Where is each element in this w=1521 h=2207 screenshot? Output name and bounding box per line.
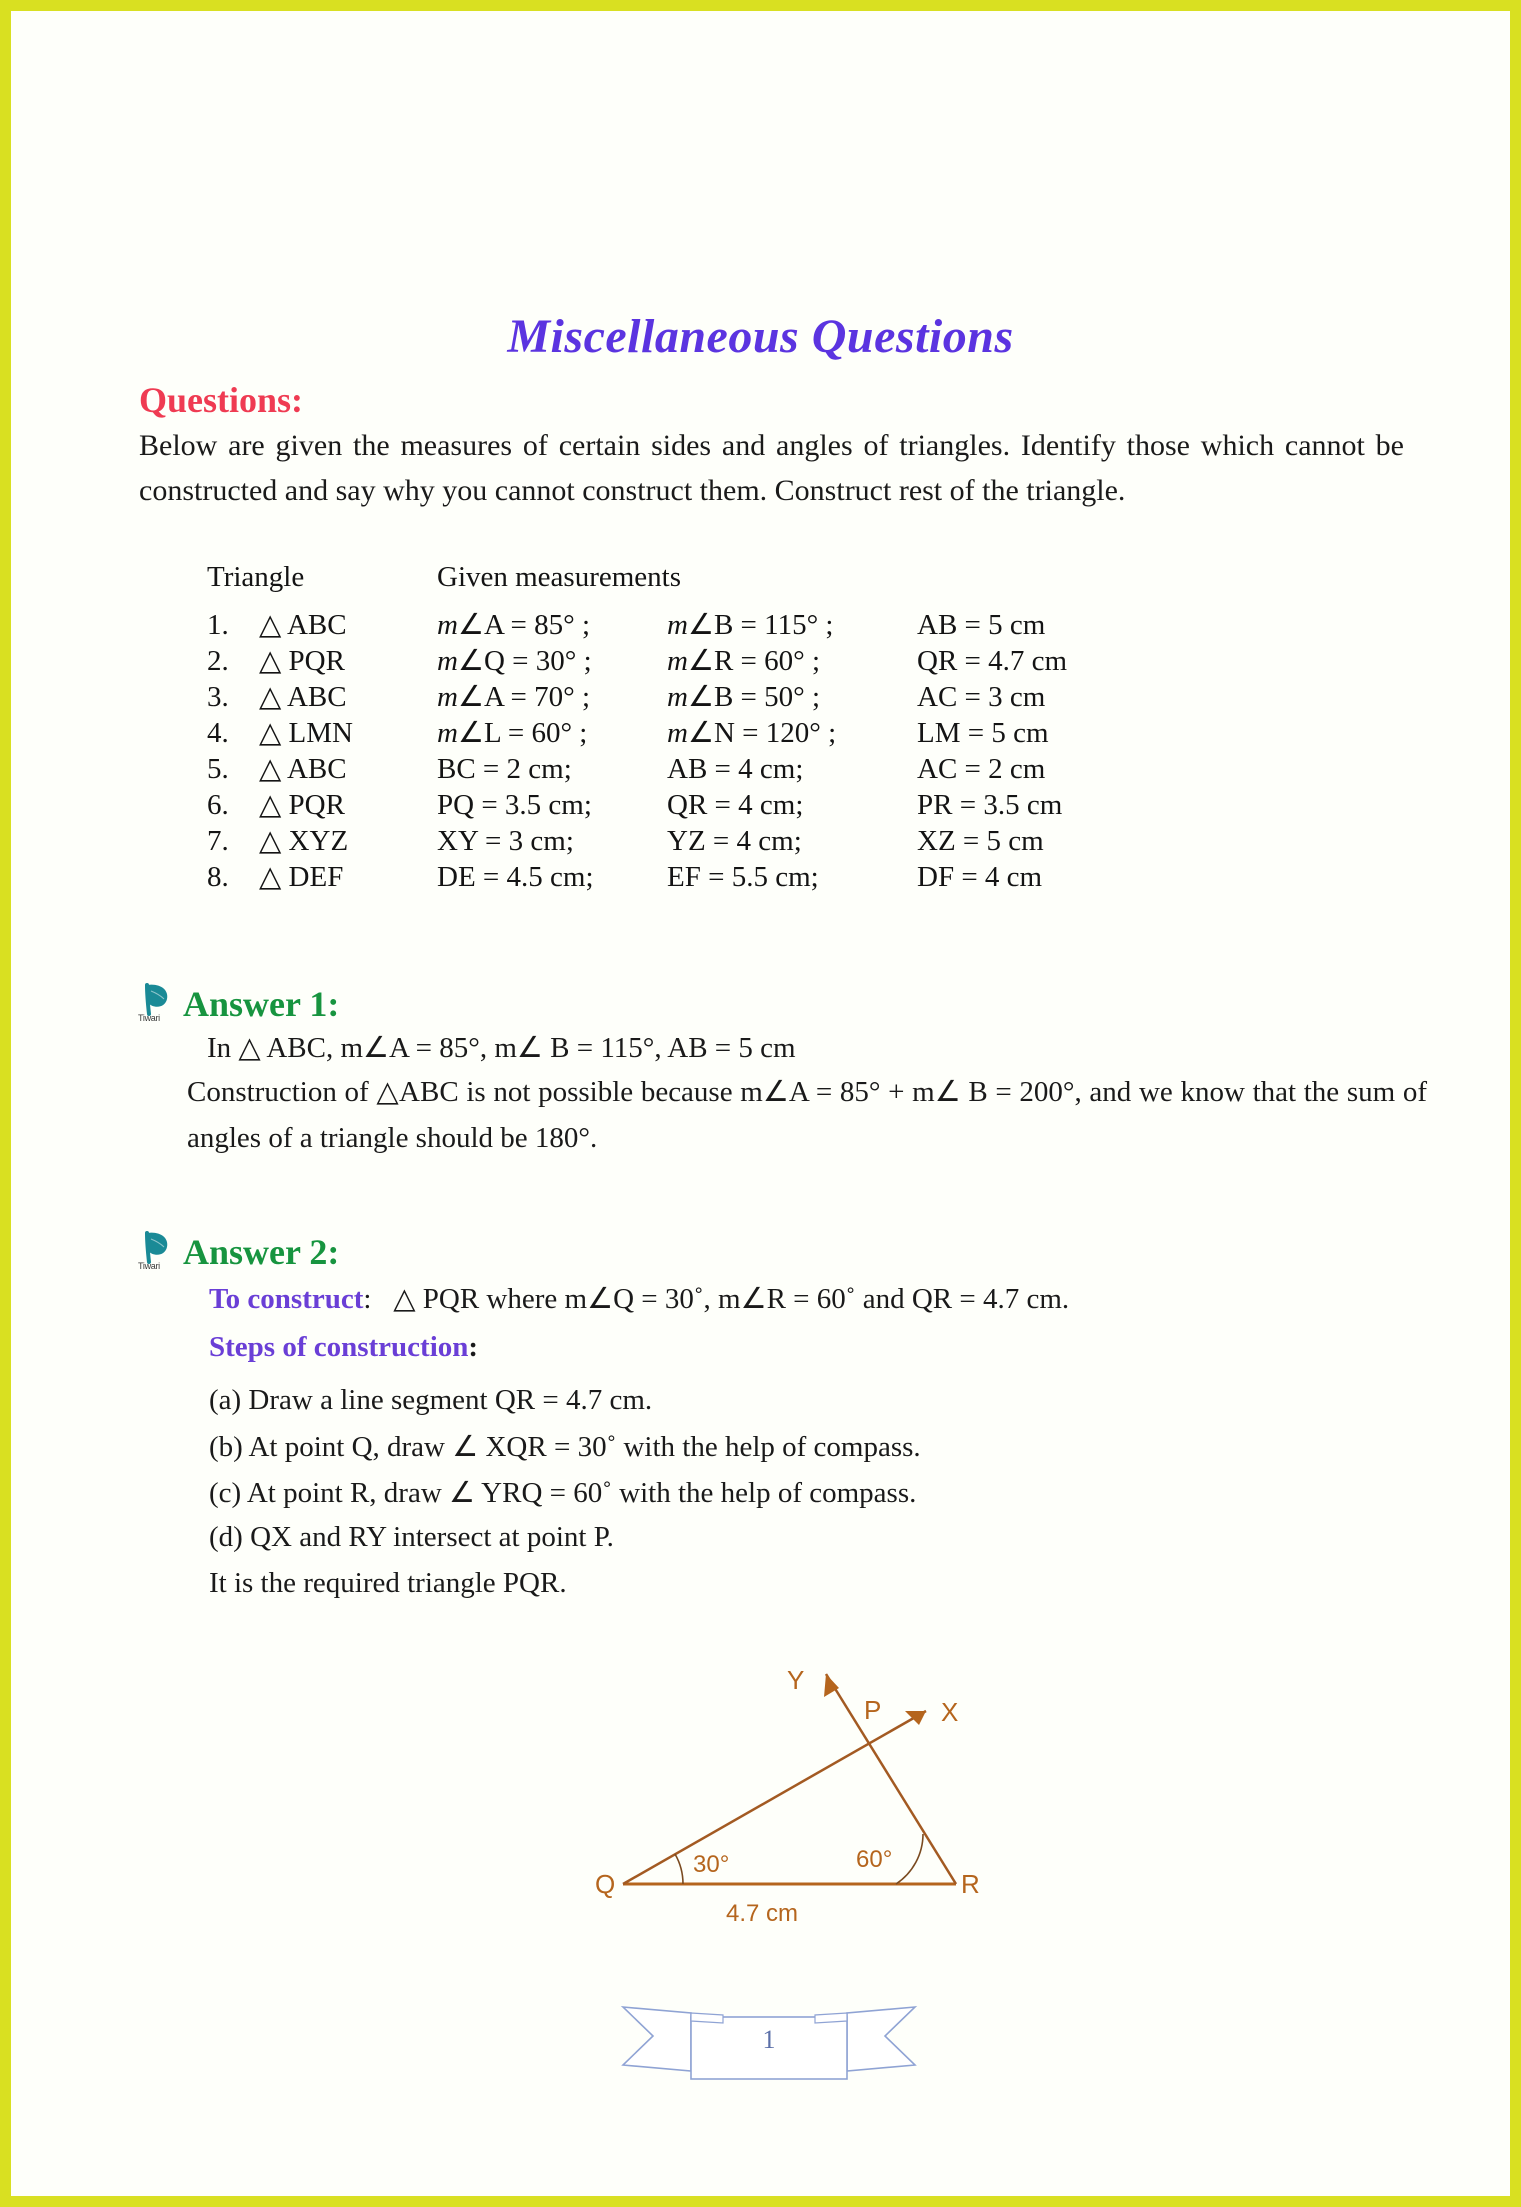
table-header bbox=[207, 559, 1407, 607]
steps-label: Steps of construction bbox=[209, 1331, 469, 1363]
steps-of-construction-heading bbox=[209, 1331, 478, 1364]
label-P: P bbox=[864, 1695, 882, 1725]
measure-var: m bbox=[667, 645, 688, 677]
row-measure-3: AB = 5 cm bbox=[917, 609, 1046, 641]
row-measure-1 bbox=[437, 751, 667, 787]
row-measure-3: QR = 4.7 cm bbox=[917, 645, 1068, 677]
row-number: 6. bbox=[207, 789, 229, 821]
row-triangle: △ DEF bbox=[259, 861, 344, 893]
logo-text: Tiwari bbox=[138, 1261, 160, 1271]
measure-text: ∠B = 115° ; bbox=[687, 609, 834, 641]
measure-text: EF = 5.5 cm; bbox=[667, 861, 819, 893]
steps-colon: : bbox=[468, 1331, 479, 1363]
measure-var: m bbox=[437, 717, 458, 749]
row-measure-3: LM = 5 cm bbox=[917, 717, 1049, 749]
column-header-given-measurements: Given measurements bbox=[437, 561, 682, 593]
measure-var: m bbox=[437, 645, 458, 677]
row-measure-2 bbox=[667, 607, 917, 643]
measure-text: ∠L = 60° ; bbox=[457, 717, 588, 749]
label-X: X bbox=[941, 1697, 959, 1727]
row-measure-1 bbox=[437, 715, 667, 751]
row-triangle: △ ABC bbox=[259, 681, 347, 713]
table-row bbox=[207, 643, 1407, 679]
to-construct-text: △ PQR where m∠Q = 30˚, m∠R = 60˚ and QR = 4.7 cm. bbox=[393, 1283, 1070, 1315]
answer-1-label: Answer 1: bbox=[183, 984, 340, 1024]
row-measure-2 bbox=[667, 787, 917, 823]
to-construct-colon: : bbox=[363, 1283, 394, 1315]
row-measure-3: AC = 2 cm bbox=[917, 753, 1046, 785]
table-row bbox=[207, 751, 1407, 787]
row-triangle: △ ABC bbox=[259, 609, 347, 641]
label-angle-q: 30° bbox=[693, 1851, 730, 1878]
row-measure-3: PR = 3.5 cm bbox=[917, 789, 1063, 821]
to-construct-line bbox=[209, 1281, 1069, 1316]
label-Q: Q bbox=[595, 1869, 616, 1899]
row-number: 8. bbox=[207, 861, 229, 893]
table-row bbox=[207, 859, 1407, 895]
measure-text: YZ = 4 cm; bbox=[667, 825, 802, 857]
row-measure-2 bbox=[667, 859, 917, 895]
row-number: 5. bbox=[207, 753, 229, 785]
table-row bbox=[207, 787, 1407, 823]
row-triangle: △ LMN bbox=[259, 717, 353, 749]
leaf-icon bbox=[137, 981, 177, 1023]
label-base-length: 4.7 cm bbox=[726, 1900, 799, 1927]
table-row bbox=[207, 607, 1407, 643]
measure-text: PQ = 3.5 cm; bbox=[437, 789, 592, 821]
measure-text: ∠B = 50° ; bbox=[687, 681, 821, 713]
answer-2-heading bbox=[137, 1229, 339, 1271]
step-b: (b) At point Q, draw ∠ XQR = 30˚ with the help of compass. bbox=[209, 1431, 921, 1463]
page-title: Miscellaneous Questions bbox=[507, 310, 1014, 363]
conclusion-line: It is the required triangle PQR. bbox=[209, 1567, 567, 1599]
measure-var: m bbox=[667, 681, 688, 713]
triangle-construction-diagram bbox=[571, 1641, 991, 1941]
logo-text: Tiwari bbox=[138, 1013, 160, 1023]
row-measure-1 bbox=[437, 643, 667, 679]
to-construct-label: To construct bbox=[209, 1283, 364, 1315]
row-measure-1 bbox=[437, 679, 667, 715]
measure-text: QR = 4 cm; bbox=[667, 789, 804, 821]
questions-heading: Questions: bbox=[139, 380, 304, 420]
measure-text: ∠Q = 30° ; bbox=[457, 645, 592, 677]
row-measure-2 bbox=[667, 751, 917, 787]
table-body bbox=[207, 607, 1407, 895]
row-number: 2. bbox=[207, 645, 229, 677]
row-measure-3: AC = 3 cm bbox=[917, 681, 1046, 713]
measure-var: m bbox=[437, 681, 458, 713]
table-row bbox=[207, 715, 1407, 751]
row-measure-2 bbox=[667, 823, 917, 859]
row-measure-2 bbox=[667, 643, 917, 679]
table-row bbox=[207, 679, 1407, 715]
row-triangle: △ PQR bbox=[259, 789, 345, 821]
row-measure-2 bbox=[667, 679, 917, 715]
measure-text: ∠A = 85° ; bbox=[457, 609, 591, 641]
measurements-table bbox=[207, 559, 1407, 895]
answer-1-explanation: Construction of △ABC is not possible because m∠A = 85° + m∠ B = 200°, and we know that the sum of angles of a triangle should be 180°. bbox=[187, 1076, 1427, 1154]
step-a: (a) Draw a line segment QR = 4.7 cm. bbox=[209, 1384, 653, 1416]
row-triangle: △ ABC bbox=[259, 753, 347, 785]
row-number: 3. bbox=[207, 681, 229, 713]
row-measure-1 bbox=[437, 859, 667, 895]
row-triangle: △ PQR bbox=[259, 645, 345, 677]
column-header-triangle: Triangle bbox=[207, 561, 305, 593]
row-measure-3: DF = 4 cm bbox=[917, 861, 1043, 893]
answer-1-heading bbox=[137, 981, 339, 1023]
row-measure-3: XZ = 5 cm bbox=[917, 825, 1044, 857]
row-measure-1 bbox=[437, 787, 667, 823]
row-number: 1. bbox=[207, 609, 229, 641]
answer-2-label: Answer 2: bbox=[183, 1232, 340, 1272]
measure-text: ∠N = 120° ; bbox=[687, 717, 837, 749]
answer-1-given-line: In △ ABC, m∠A = 85°, m∠ B = 115°, AB = 5 cm bbox=[207, 1032, 796, 1064]
measure-text: ∠A = 70° ; bbox=[457, 681, 591, 713]
row-number: 4. bbox=[207, 717, 229, 749]
table-row bbox=[207, 823, 1407, 859]
measure-var: m bbox=[437, 609, 458, 641]
page-content-area bbox=[11, 11, 1510, 2196]
row-number: 7. bbox=[207, 825, 229, 857]
row-measure-1 bbox=[437, 607, 667, 643]
step-d: (d) QX and RY intersect at point P. bbox=[209, 1521, 614, 1553]
label-Y: Y bbox=[787, 1665, 805, 1695]
measure-text: XY = 3 cm; bbox=[437, 825, 574, 857]
label-R: R bbox=[961, 1869, 980, 1899]
page-number: 1 bbox=[762, 2025, 776, 2054]
step-c: (c) At point R, draw ∠ YRQ = 60˚ with the help of compass. bbox=[209, 1477, 917, 1509]
questions-intro-paragraph: Below are given the measures of certain sides and angles of triangles. Identify those which cannot be constructed and say why you cannot construct them. Construct rest of the triangle. bbox=[139, 429, 1404, 507]
leaf-icon bbox=[137, 1229, 177, 1271]
row-measure-1 bbox=[437, 823, 667, 859]
row-triangle: △ XYZ bbox=[259, 825, 349, 857]
measure-text: BC = 2 cm; bbox=[437, 753, 572, 785]
measure-text: AB = 4 cm; bbox=[667, 753, 804, 785]
measure-text: ∠R = 60° ; bbox=[687, 645, 821, 677]
measure-var: m bbox=[667, 609, 688, 641]
measure-var: m bbox=[667, 717, 688, 749]
label-angle-r: 60° bbox=[856, 1846, 893, 1873]
table-header-row bbox=[207, 559, 1407, 607]
measure-text: DE = 4.5 cm; bbox=[437, 861, 594, 893]
footer-page-ribbon bbox=[619, 1979, 919, 2089]
row-measure-2 bbox=[667, 715, 917, 751]
